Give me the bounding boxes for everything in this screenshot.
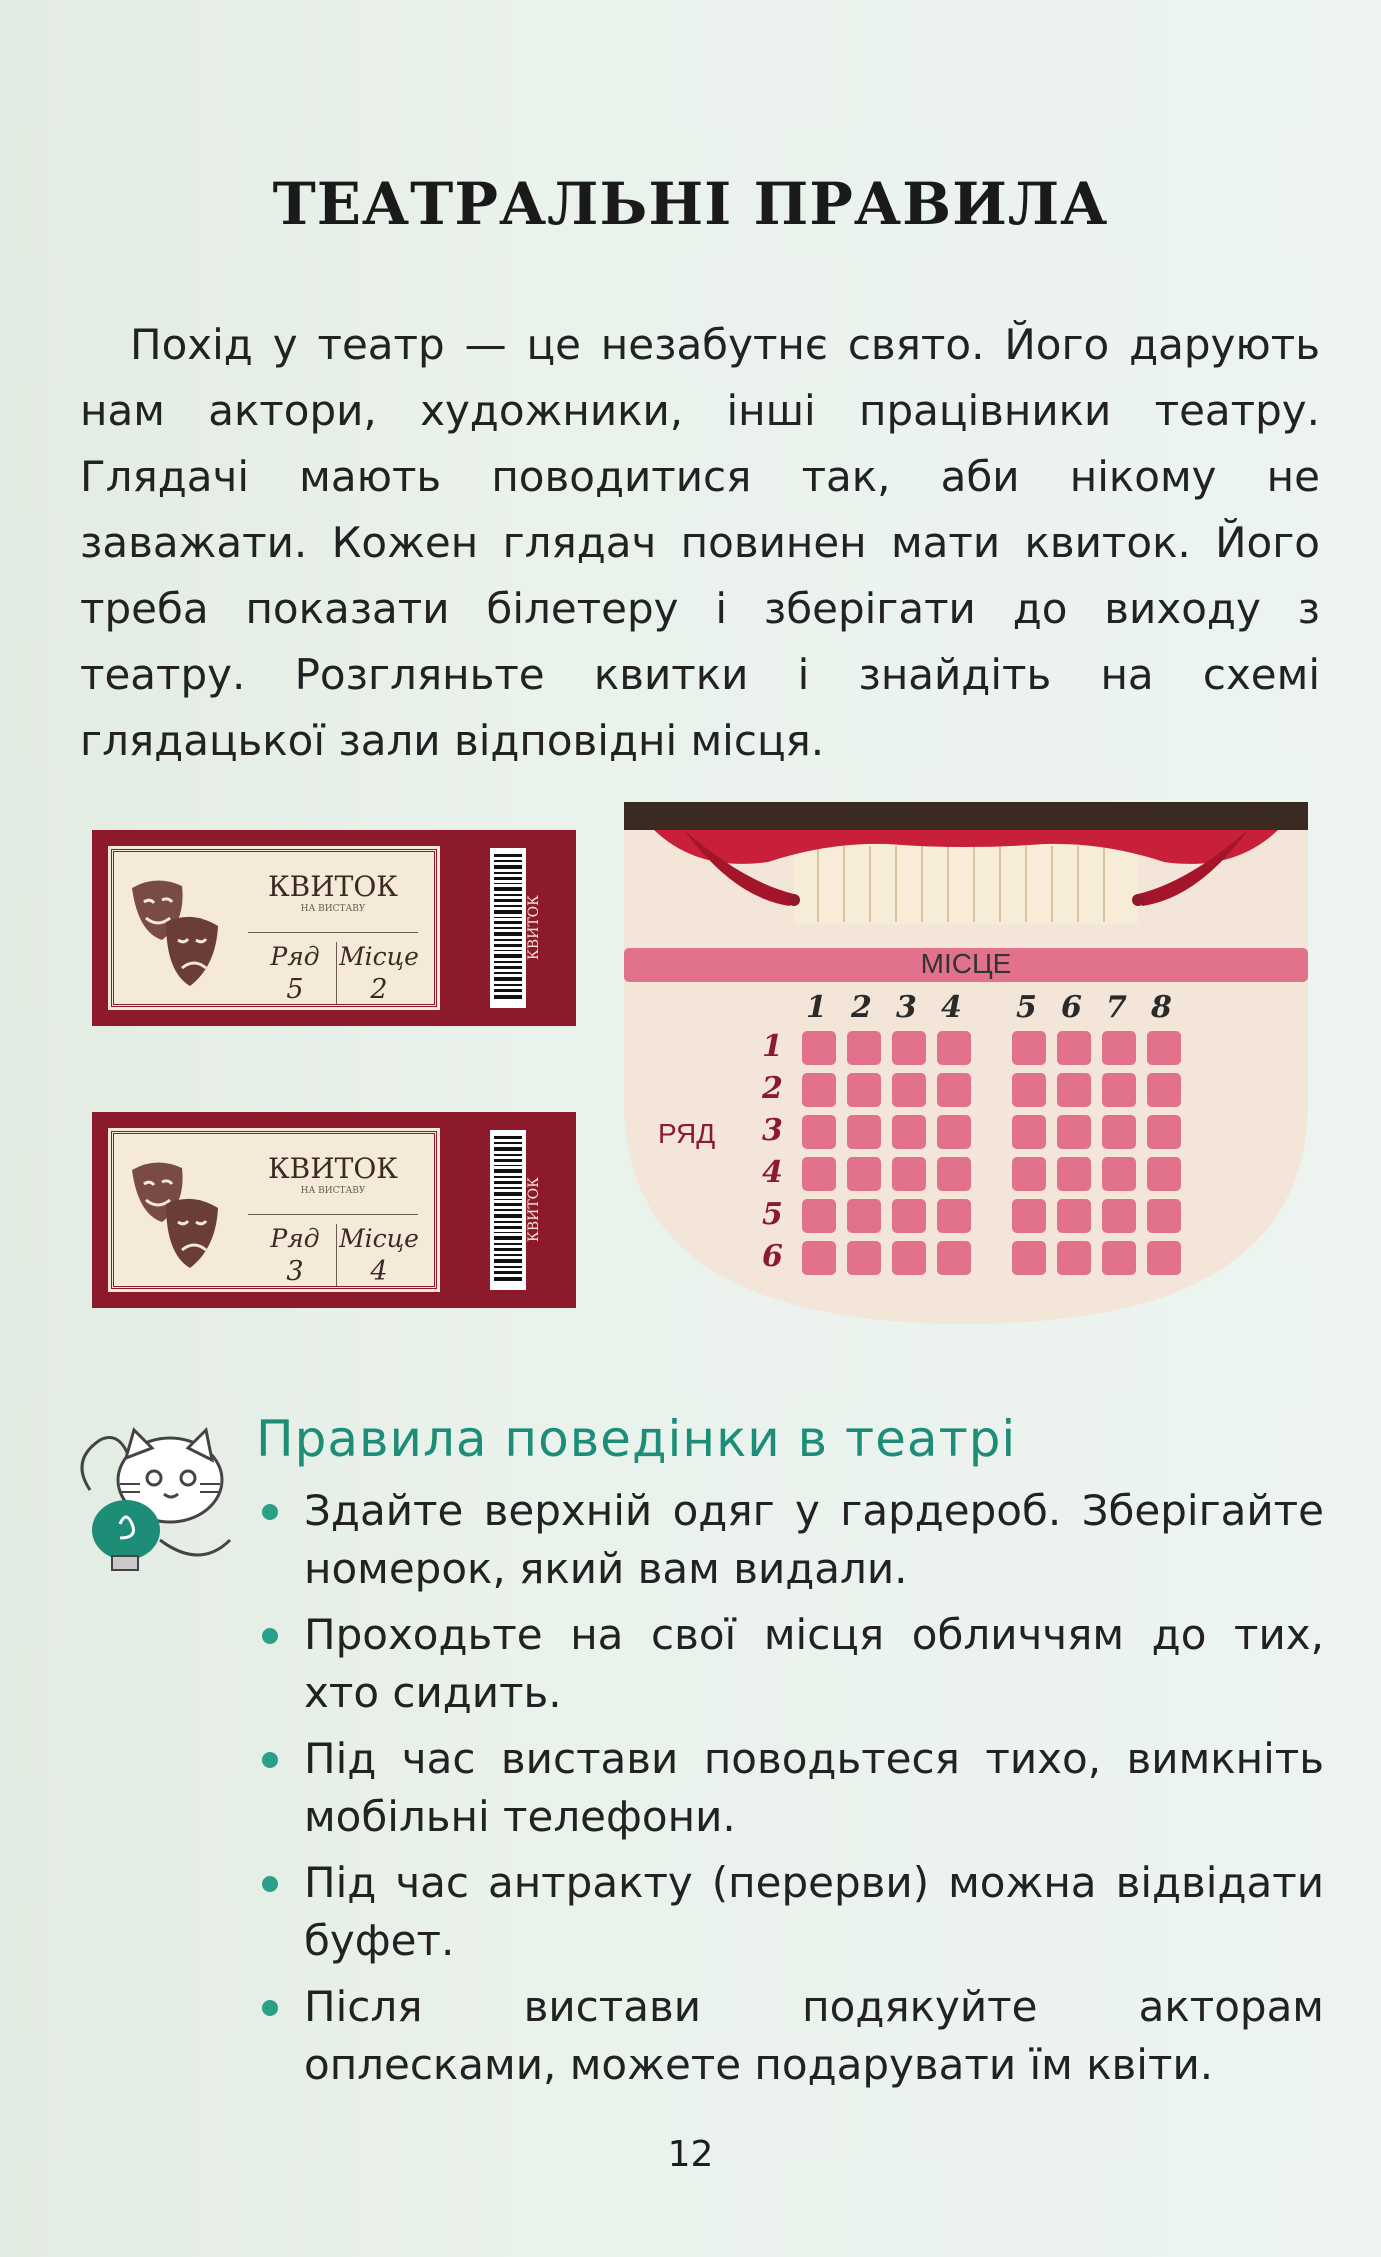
seat-r1-s7[interactable] bbox=[1102, 1031, 1136, 1065]
seat-number-7: 7 bbox=[1106, 990, 1127, 1025]
ticket-row-value: 5 bbox=[286, 974, 304, 1005]
seat-number-2: 2 bbox=[851, 990, 872, 1025]
seat-r3-s4[interactable] bbox=[937, 1115, 971, 1149]
seat-number-6: 6 bbox=[1061, 990, 1082, 1025]
page-title: ТЕАТРАЛЬНІ ПРАВИЛА bbox=[272, 170, 1109, 238]
seat-r5-s6[interactable] bbox=[1057, 1199, 1091, 1233]
bullet-icon bbox=[262, 1504, 278, 1520]
seat-r3-s1[interactable] bbox=[802, 1115, 836, 1149]
seat-r4-s5[interactable] bbox=[1012, 1157, 1046, 1191]
seat-r3-s3[interactable] bbox=[892, 1115, 926, 1149]
ticket-1 bbox=[92, 830, 576, 1026]
row-number-4: 4 bbox=[762, 1155, 783, 1190]
bullet-icon bbox=[262, 1628, 278, 1644]
seat-r4-s4[interactable] bbox=[937, 1157, 971, 1191]
seat-r3-s8[interactable] bbox=[1147, 1115, 1181, 1149]
seat-r1-s2[interactable] bbox=[847, 1031, 881, 1065]
seat-r6-s2[interactable] bbox=[847, 1241, 881, 1275]
ticket-divider bbox=[248, 1214, 418, 1215]
seat-r2-s7[interactable] bbox=[1102, 1073, 1136, 1107]
seat-r2-s3[interactable] bbox=[892, 1073, 926, 1107]
seat-number-8: 8 bbox=[1151, 990, 1172, 1025]
seat-r3-s5[interactable] bbox=[1012, 1115, 1046, 1149]
ticket-row-value: 3 bbox=[286, 1256, 304, 1287]
seat-axis-label: МІСЦЕ bbox=[624, 948, 1308, 982]
seat-r6-s1[interactable] bbox=[802, 1241, 836, 1275]
seat-r4-s2[interactable] bbox=[847, 1157, 881, 1191]
bullet-icon bbox=[262, 1876, 278, 1892]
barcode-icon bbox=[490, 848, 526, 1008]
theatre-masks-icon bbox=[126, 874, 226, 994]
seat-r5-s7[interactable] bbox=[1102, 1199, 1136, 1233]
seat-r6-s6[interactable] bbox=[1057, 1241, 1091, 1275]
intro-paragraph bbox=[80, 312, 1320, 774]
ticket-row-label: Ряд bbox=[270, 942, 320, 971]
ticket-title: КВИТОК bbox=[268, 870, 398, 903]
bullet-icon bbox=[262, 1752, 278, 1768]
rules-heading: Правила поведінки в театрі bbox=[256, 1410, 1017, 1468]
cat-with-lightbulb-icon bbox=[60, 1420, 240, 1580]
ticket-subtitle: НА ВИСТАВУ bbox=[300, 904, 366, 914]
stage bbox=[794, 842, 1138, 924]
ticket-row-label: Ряд bbox=[270, 1224, 320, 1253]
theatre-masks-icon bbox=[126, 1156, 226, 1276]
row-axis-label: РЯД bbox=[658, 1118, 716, 1149]
ticket-subtitle: НА ВИСТАВУ bbox=[300, 1186, 366, 1196]
seat-r5-s5[interactable] bbox=[1012, 1199, 1046, 1233]
seat-r1-s8[interactable] bbox=[1147, 1031, 1181, 1065]
seat-r5-s1[interactable] bbox=[802, 1199, 836, 1233]
seat-r5-s4[interactable] bbox=[937, 1199, 971, 1233]
rule-text: Після вистави подякуйте акторам оплесками, можете подарувати їм квіти. bbox=[304, 1982, 1324, 2089]
seat-r1-s1[interactable] bbox=[802, 1031, 836, 1065]
seat-r6-s7[interactable] bbox=[1102, 1241, 1136, 1275]
seat-r2-s4[interactable] bbox=[937, 1073, 971, 1107]
seat-r2-s6[interactable] bbox=[1057, 1073, 1091, 1107]
bullet-icon bbox=[262, 2000, 278, 2016]
seat-r4-s6[interactable] bbox=[1057, 1157, 1091, 1191]
list-item bbox=[258, 1978, 1324, 2094]
barcode-icon bbox=[490, 1130, 526, 1290]
rule-text: Під час антракту (перерви) можна відвідати буфет. bbox=[304, 1858, 1324, 1965]
page-number: 12 bbox=[667, 2134, 714, 2175]
stage-top-bar bbox=[624, 802, 1308, 830]
seat-r5-s2[interactable] bbox=[847, 1199, 881, 1233]
ticket-stub-label: КВИТОК bbox=[526, 1177, 542, 1243]
seat-r2-s8[interactable] bbox=[1147, 1073, 1181, 1107]
row-number-2: 2 bbox=[762, 1071, 783, 1106]
rule-text: Проходьте на свої місця обличчям до тих, хто сидить. bbox=[304, 1610, 1324, 1717]
auditorium-scheme bbox=[624, 802, 1308, 1324]
seat-r6-s3[interactable] bbox=[892, 1241, 926, 1275]
list-item bbox=[258, 1482, 1324, 1598]
list-item bbox=[258, 1730, 1324, 1846]
rule-text: Здайте верхній одяг у гардероб. Зберігайте номерок, який вам видали. bbox=[304, 1486, 1324, 1593]
seat-r6-s5[interactable] bbox=[1012, 1241, 1046, 1275]
seat-r5-s3[interactable] bbox=[892, 1199, 926, 1233]
seat-r1-s4[interactable] bbox=[937, 1031, 971, 1065]
ticket-seat-value: 4 bbox=[370, 1256, 388, 1287]
ticket-stub-label: КВИТОК bbox=[526, 895, 542, 961]
seat-r3-s7[interactable] bbox=[1102, 1115, 1136, 1149]
ticket-seat-value: 2 bbox=[370, 974, 388, 1005]
seat-r3-s2[interactable] bbox=[847, 1115, 881, 1149]
list-item bbox=[258, 1606, 1324, 1722]
seat-r4-s8[interactable] bbox=[1147, 1157, 1181, 1191]
seat-number-3: 3 bbox=[896, 990, 917, 1025]
seat-r2-s5[interactable] bbox=[1012, 1073, 1046, 1107]
ticket-title: КВИТОК bbox=[268, 1152, 398, 1185]
intro-text: Похід у театр — це незабутнє свято. Його дарують нам актори, художники, інші працівники театру. Глядачі мають поводитися так, аби нікому не заважати. Кожен глядач повинен мати квиток. Його треба показати білетеру і зберігати до виходу з театру. Розгляньте квитки і знайдіть на схемі глядацької зали відповідні місця. bbox=[80, 320, 1320, 765]
row-number-5: 5 bbox=[762, 1197, 783, 1232]
seat-r1-s6[interactable] bbox=[1057, 1031, 1091, 1065]
ticket-2 bbox=[92, 1112, 576, 1308]
rules-list bbox=[258, 1482, 1324, 2102]
ticket-divider bbox=[248, 932, 418, 933]
rule-text: Під час вистави поводьтеся тихо, вимкніть мобільні телефони. bbox=[304, 1734, 1324, 1841]
ticket-seat-label: Місце bbox=[339, 1224, 419, 1253]
row-number-3: 3 bbox=[762, 1113, 783, 1148]
row-number-1: 1 bbox=[762, 1029, 783, 1064]
seat-number-1: 1 bbox=[806, 990, 827, 1025]
seat-r6-s4[interactable] bbox=[937, 1241, 971, 1275]
ticket-seat-label: Місце bbox=[339, 942, 419, 971]
seat-r2-s2[interactable] bbox=[847, 1073, 881, 1107]
seat-number-5: 5 bbox=[1016, 990, 1037, 1025]
seat-r6-s8[interactable] bbox=[1147, 1241, 1181, 1275]
seat-r5-s8[interactable] bbox=[1147, 1199, 1181, 1233]
seat-r1-s3[interactable] bbox=[892, 1031, 926, 1065]
seat-r4-s3[interactable] bbox=[892, 1157, 926, 1191]
seat-r3-s6[interactable] bbox=[1057, 1115, 1091, 1149]
seat-r4-s1[interactable] bbox=[802, 1157, 836, 1191]
row-number-6: 6 bbox=[762, 1239, 783, 1274]
seat-r1-s5[interactable] bbox=[1012, 1031, 1046, 1065]
seat-number-4: 4 bbox=[941, 990, 962, 1025]
ticket-body bbox=[106, 844, 442, 1012]
seat-r4-s7[interactable] bbox=[1102, 1157, 1136, 1191]
list-item bbox=[258, 1854, 1324, 1970]
ticket-body bbox=[106, 1126, 442, 1294]
seat-r2-s1[interactable] bbox=[802, 1073, 836, 1107]
